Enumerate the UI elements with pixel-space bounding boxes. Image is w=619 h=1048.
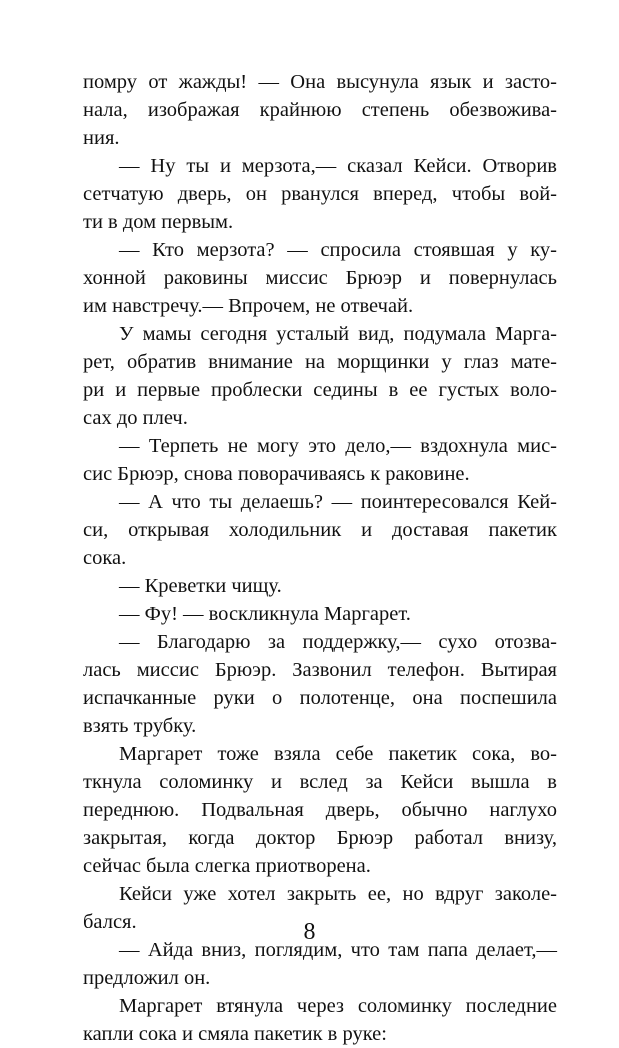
- text-line: помру от жажды! — Она высунула язык и засто-: [83, 71, 557, 93]
- text-line: хонной раковины миссис Брюэр и повернулась: [83, 267, 557, 289]
- text-line: капли сока и смяла пакетик в руке:: [83, 1023, 387, 1045]
- body-text: [83, 68, 557, 1048]
- text-line: сис Брюэр, снова поворачиваясь к раковине.: [83, 463, 470, 485]
- text-line: — Кто мерзота? — спросила стоявшая у ку-: [119, 239, 557, 261]
- text-line: сетчатую дверь, он рванулся вперед, чтобы вой-: [83, 183, 557, 205]
- text-line: ния.: [83, 127, 120, 149]
- text-line: — Ну ты и мерзота,— сказал Кейси. Отворив: [119, 155, 557, 177]
- text-line: испачканные руки о полотенце, она поспешила: [83, 687, 557, 709]
- text-line: сока.: [83, 547, 127, 569]
- text-line: сейчас была слегка приотворена.: [83, 855, 371, 877]
- text-line: рет, обратив внимание на морщинки у глаз мате-: [83, 351, 557, 373]
- text-line: бался.: [83, 911, 137, 933]
- text-line: им навстречу.— Впрочем, не отвечай.: [83, 295, 414, 317]
- text-line: си, открывая холодильник и доставая пакетик: [83, 519, 557, 541]
- page-number: 8: [303, 919, 316, 945]
- text-line: предложил он.: [83, 967, 211, 989]
- text-line: — Фу! — воскликнула Маргарет.: [119, 603, 411, 625]
- text-line: Маргарет втянула через соломинку последние: [119, 995, 557, 1017]
- text-line: — Благодарю за поддержку,— сухо отозва-: [119, 631, 557, 653]
- text-line: ткнула соломинку и вслед за Кейси вышла в: [83, 771, 557, 793]
- text-line: — Айда вниз, поглядим, что там папа делает,—: [119, 939, 557, 961]
- text-line: — Терпеть не могу это дело,— вздохнула мис-: [119, 435, 557, 457]
- text-line: Маргарет тоже взяла себе пакетик сока, во-: [119, 743, 557, 765]
- text-line: закрытая, когда доктор Брюэр работал внизу,: [83, 827, 557, 849]
- text-line: — А что ты делаешь? — поинтересовался Кей-: [119, 491, 557, 513]
- text-line: нала, изображая крайнюю степень обезвожива-: [83, 99, 557, 121]
- text-line: У мамы сегодня усталый вид, подумала Марга-: [119, 323, 557, 345]
- text-line: сах до плеч.: [83, 407, 188, 429]
- text-line: лась миссис Брюэр. Зазвонил телефон. Вытирая: [83, 659, 557, 681]
- text-line: взять трубку.: [83, 715, 197, 737]
- text-line: ри и первые проблески седины в ее густых воло-: [83, 379, 557, 401]
- text-line: ти в дом первым.: [83, 211, 234, 233]
- text-line: — Креветки чищу.: [119, 575, 282, 597]
- text-line: переднюю. Подвальная дверь, обычно наглухо: [83, 799, 557, 821]
- text-line: Кейси уже хотел закрыть ее, но вдруг заколе-: [119, 883, 557, 905]
